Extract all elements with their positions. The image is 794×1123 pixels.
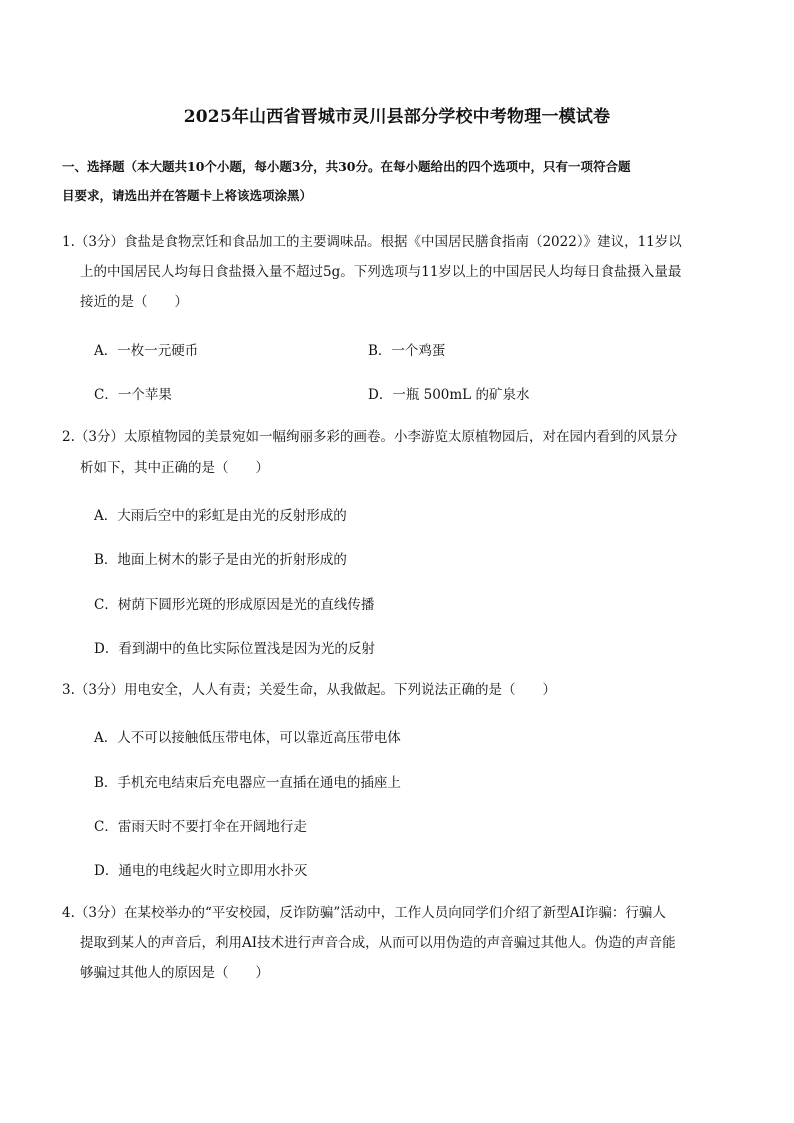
question-1-option-b: B．一个鸡蛋 xyxy=(368,343,446,359)
question-2-option-d: D．看到湖中的鱼比实际位置浅是因为光的反射 xyxy=(94,641,375,657)
question-4-line-1: 4.（3分）在某校举办的“平安校园，反诈防骗”活动中，工作人员向同学们介绍了新型AI诈骗：行骗人 xyxy=(62,905,666,921)
question-2-option-b: B．地面上树木的影子是由光的折射形成的 xyxy=(94,552,347,568)
question-1-line-1: 1.（3分）食盐是食物烹饪和食品加工的主要调味品。根据《中国居民膳食指南（2022）》建议，11岁以 xyxy=(62,234,682,250)
question-2-line-2: 析如下，其中正确的是（ ） xyxy=(80,460,269,476)
question-1-option-c: C．一个苹果 xyxy=(94,387,172,403)
question-4-line-2: 提取到某人的声音后，利用AI技术进行声音合成，从而可以用伪造的声音骗过其他人。伪造的声音能 xyxy=(80,935,676,951)
question-3-option-b: B．手机充电结束后充电器应一直插在通电的插座上 xyxy=(94,775,401,791)
question-2-option-a: A．大雨后空中的彩虹是由光的反射形成的 xyxy=(94,508,347,524)
exam-title: 2025年山西省晋城市灵川县部分学校中考物理一模试卷 xyxy=(183,107,611,127)
question-1-option-a: A．一枚一元硬币 xyxy=(94,343,199,359)
question-1-line-3: 接近的是（ ） xyxy=(80,294,188,310)
question-2-option-c: C．树荫下圆形光斑的形成原因是光的直线传播 xyxy=(94,597,375,613)
question-1-line-2: 上的中国居民人均每日食盐摄入量不超过5g。下列选项与11岁以上的中国居民人均每日食盐摄入量最 xyxy=(80,264,682,280)
question-3-line-1: 3.（3分）用电安全，人人有责；关爱生命，从我做起。下列说法正确的是（ ） xyxy=(62,682,556,698)
question-2-line-1: 2.（3分）太原植物园的美景宛如一幅绚丽多彩的画卷。小李游览太原植物园后，对在园内看到的风景分 xyxy=(62,429,678,445)
section-instructions xyxy=(62,152,734,210)
question-3-option-c: C．雷雨天时不要打伞在开阔地行走 xyxy=(94,819,307,835)
section-instructions-line-2: 目要求，请选出并在答题卡上将该选项涂黑） xyxy=(62,188,313,203)
section-instructions-line-1: 一、选择题（本大题共10个小题，每小题3分，共30分。在每小题给出的四个选项中，只有一项符合题 xyxy=(62,159,631,174)
question-1-option-d: D．一瓶 500mL 的矿泉水 xyxy=(368,387,530,403)
question-3-option-a: A．人不可以接触低压带电体，可以靠近高压带电体 xyxy=(94,730,401,746)
question-3-option-d: D．通电的电线起火时立即用水扑灭 xyxy=(94,863,308,879)
question-4-line-3: 够骗过其他人的原因是（ ） xyxy=(80,965,269,981)
